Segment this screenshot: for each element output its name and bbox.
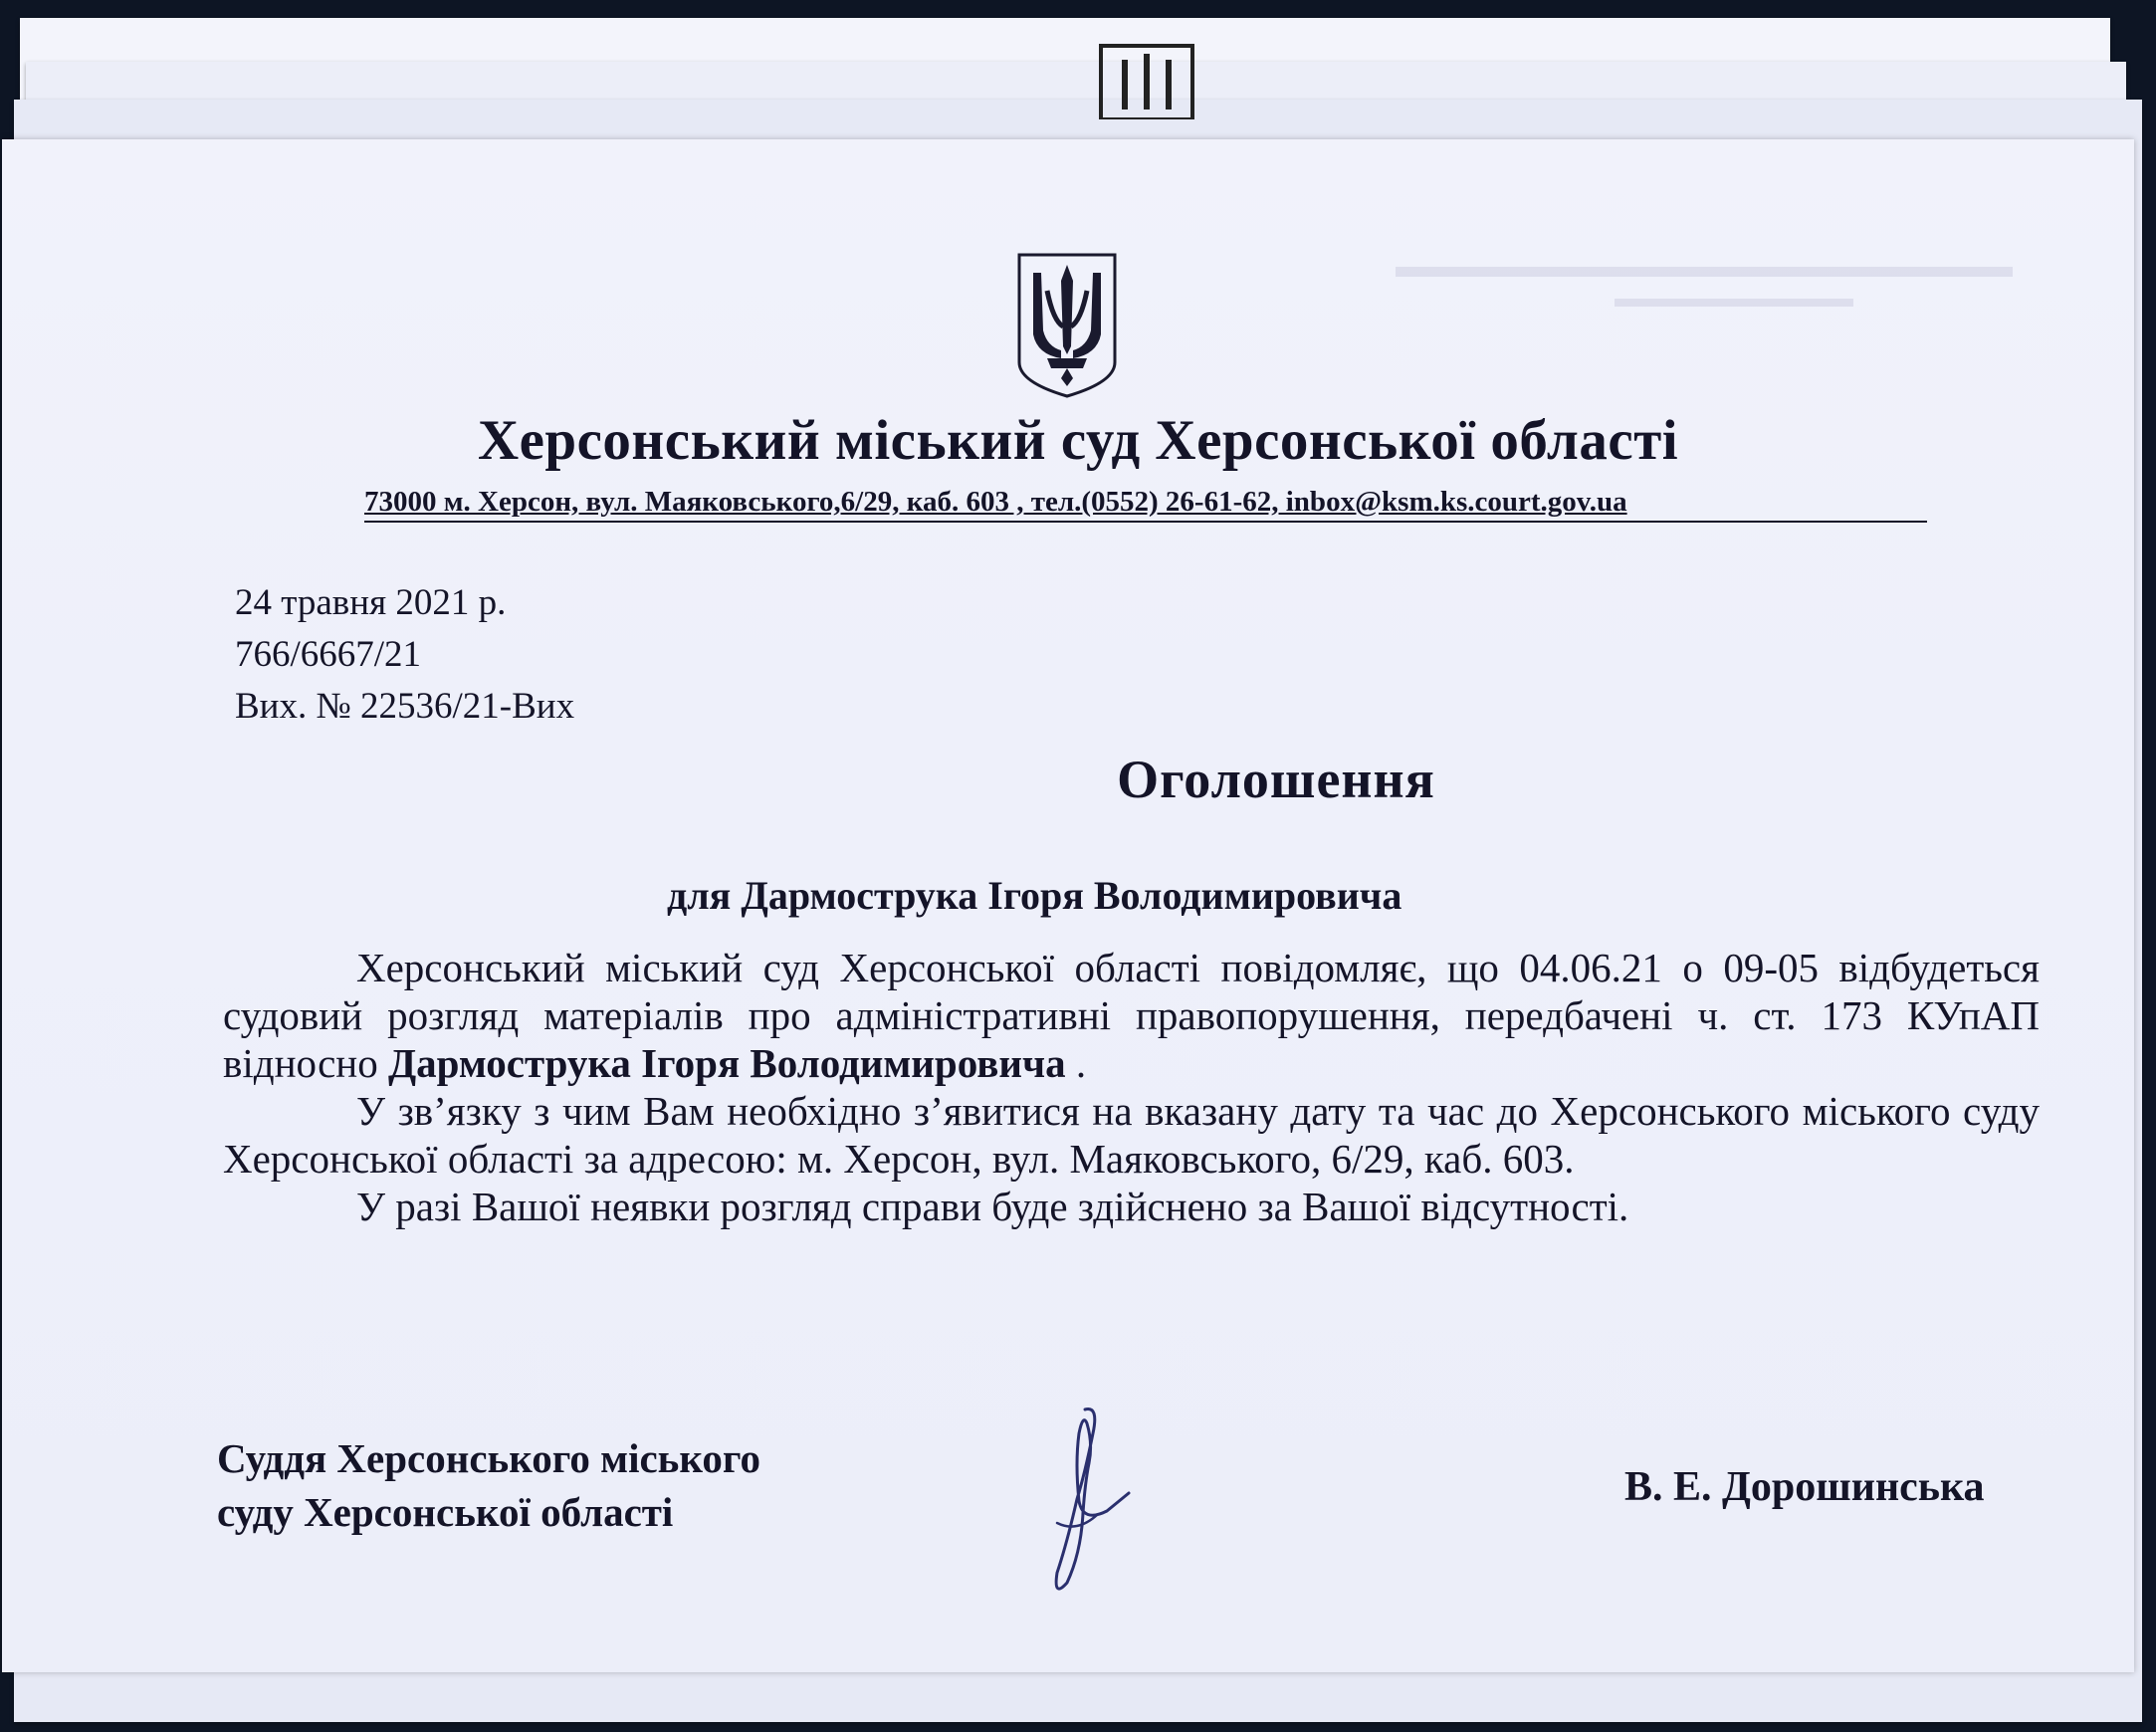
document-sheet [2, 139, 2134, 1672]
signatory-position [217, 1431, 760, 1539]
document-body [223, 944, 2040, 1230]
court-name: Херсонський міський суд Херсонської області [477, 409, 1679, 472]
paragraph-1-text: Херсонський міський суд Херсонської області повідомляє, що 04.06.21 о 09-05 відбудеться судовий розгляд матеріалів про адміністративні правопорушення, передбачені ч. ст. 173 КУпАП відносно [223, 945, 2040, 1086]
handwritten-signature [1027, 1404, 1147, 1603]
outgoing-number: Вих. № 22536/21-Вих [235, 686, 575, 727]
paragraph-hearing-notice [223, 944, 2040, 1087]
show-through-text [1376, 259, 2092, 319]
paragraph-appearance: У зв’язку з чим Вам необхідно з’явитися на вказану дату та час до Херсонського міського суду Херсонської області за адресою: м. Херсон, вул. Маяковського, 6/29, каб. 603. [223, 1088, 2040, 1182]
ukraine-trident-emblem-icon [1013, 251, 1121, 398]
defendant-name: Дармострука Ігоря Володимировича [387, 1040, 1066, 1086]
addressee: для Дармострука Ігоря Володимировича [667, 873, 1402, 918]
court-address: 73000 м. Херсон, вул. Маяковського,6/29, каб. 603 , тел.(0552) 26-61-62, inbox@ksm.ks.court.gov.ua [364, 486, 1927, 523]
document-title [2, 749, 1724, 810]
signer-name: В. Е. Дорошинська [1624, 1464, 1985, 1510]
back-emblem-icon [1095, 40, 1198, 119]
document-meta [235, 577, 574, 733]
document-title-text: Оголошення [1117, 750, 1435, 809]
paragraph-1-end: . [1065, 1040, 1087, 1086]
position-line-1: Суддя Херсонського міського [217, 1435, 761, 1481]
document-date: 24 травня 2021 р. [235, 582, 507, 623]
position-line-2: суду Херсонської області [217, 1489, 674, 1535]
paragraph-absence: У разі Вашої неявки розгляд справи буде здійснено за Вашої відсутності. [356, 1184, 1629, 1229]
case-number: 766/6667/21 [235, 634, 422, 675]
